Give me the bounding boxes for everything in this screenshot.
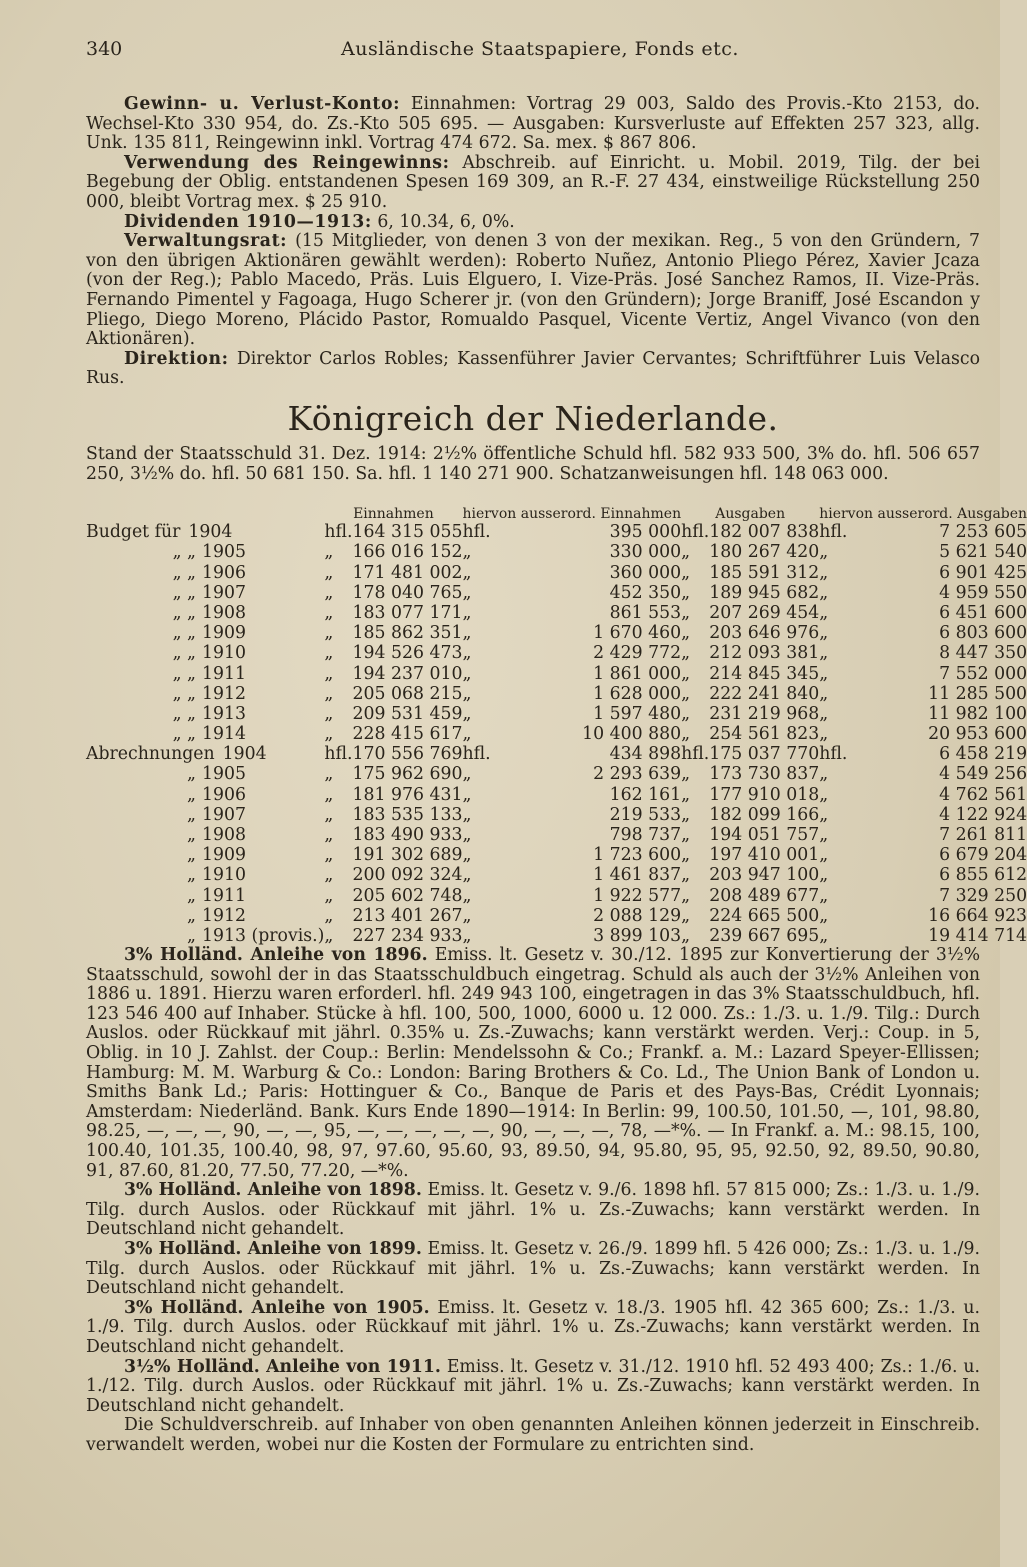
cell-ausserord-ausgaben: 7 329 250: [939, 885, 1027, 906]
currency-einnahmen: „: [324, 562, 334, 583]
currency-ausserord-einnahmen: „: [462, 542, 472, 563]
row-label: [86, 805, 324, 825]
row-label: [86, 785, 324, 805]
cell-ausserord-ausgaben: 8 447 350: [939, 643, 1027, 664]
cell-einnahmen: 178 040 765: [352, 582, 463, 603]
paragraph-board: [86, 232, 980, 350]
cell-ausgaben: 175 037 770: [709, 744, 820, 765]
cell-einnahmen: 183 077 171: [352, 602, 463, 623]
cell-ausgaben: 180 267 420: [709, 542, 820, 563]
currency-ausserord-ausgaben: „: [819, 623, 829, 644]
loan-paragraph: [86, 946, 980, 1181]
currency-ausserord-ausgaben: „: [819, 925, 829, 946]
row-label: [86, 744, 324, 764]
paragraph-profit-use: [86, 154, 980, 213]
currency-ausserord-einnahmen: hfl.: [462, 744, 491, 765]
row-year: 1907: [202, 804, 246, 825]
cell-ausserord-einnahmen: 1 628 000: [593, 683, 682, 704]
cell-ausserord-einnahmen: 10 400 880: [582, 724, 682, 745]
cell-ausserord-einnahmen: 1 670 460: [593, 623, 682, 644]
cell-ausserord-einnahmen: 434 898: [609, 744, 682, 765]
label-profit-loss: Gewinn- u. Verlust-Konto:: [124, 94, 401, 114]
currency-ausserord-ausgaben: „: [819, 825, 829, 845]
currency-ausserord-einnahmen: „: [462, 582, 472, 603]
currency-ausserord-einnahmen: „: [462, 764, 472, 785]
row-kind: „: [187, 905, 196, 926]
currency-einnahmen: „: [324, 885, 334, 906]
cell-einnahmen: 164 315 055: [352, 522, 463, 543]
currency-ausserord-ausgaben: „: [819, 845, 829, 866]
cell-ausgaben: 212 093 381: [709, 643, 820, 664]
row-label: [86, 522, 324, 542]
row-kind: „: [187, 925, 196, 946]
cell-einnahmen: 200 092 324: [352, 865, 463, 886]
cell-ausserord-ausgaben: 4 762 561: [939, 784, 1027, 805]
paragraph-closing: Die Schuldverschreib. auf Inhaber von oben genannten Anleihen können jederzeit in Einschreib. verwandelt werden, wobei nur die Kosten der Formulare zu entrichten sind.: [86, 1415, 980, 1455]
table-row: [86, 724, 1027, 744]
cell-ausserord-ausgaben: 7 261 811: [939, 825, 1027, 845]
row-year: 1913 (provis.): [202, 925, 325, 946]
cell-einnahmen: 170 556 769: [352, 744, 463, 765]
loan-text: Emiss. lt. Gesetz v. 26./9. 1899 hfl. 5 426 000; Zs.: 1./3. u. 1./9. Tilg. durch Auslos. oder Rückkauf mit jährl. 1% u. Zs.-Zuwachs; kann verstärkt werden. In Deutschland nicht gehandelt.: [86, 1238, 980, 1299]
loan-text: Emiss. lt. Gesetz v. 31./12. 1910 hfl. 52 493 400; Zs.: 1./6. u. 1./12. Tilg. durch Auslos. oder Rückkauf mit jährl. 1% u. Zs.-Zuwachs; kann verstärkt werden. In Deutschland nicht gehandelt.: [86, 1356, 980, 1416]
table-row: [86, 785, 1027, 805]
cell-einnahmen: 205 602 748: [352, 885, 463, 906]
row-label: [86, 845, 324, 865]
table-row: [86, 744, 1027, 764]
cell-ausserord-ausgaben: 6 458 219: [939, 744, 1027, 765]
cell-ausserord-ausgaben: 11 285 500: [928, 683, 1027, 704]
currency-ausserord-einnahmen: „: [462, 724, 472, 745]
cell-ausserord-ausgaben: 5 621 540: [939, 542, 1027, 563]
cell-ausserord-einnahmen: 395 000: [609, 522, 682, 543]
cell-ausserord-einnahmen: 452 350: [609, 582, 682, 603]
currency-ausgaben: „: [681, 865, 691, 886]
row-label: [86, 704, 324, 724]
table-row: [86, 583, 1027, 603]
row-label: [86, 562, 324, 582]
cell-ausgaben: 214 845 345: [709, 663, 820, 684]
row-kind: „ „: [172, 643, 196, 664]
row-kind: „ „: [172, 703, 196, 724]
table-row: [86, 926, 1027, 946]
currency-einnahmen: hfl.: [324, 522, 353, 543]
cell-einnahmen: 185 862 351: [352, 623, 463, 644]
row-label: [86, 684, 324, 704]
currency-ausserord-ausgaben: „: [819, 703, 829, 724]
currency-ausgaben: „: [681, 784, 691, 805]
cell-ausserord-einnahmen: 3 899 103: [593, 925, 682, 946]
row-year: 1912: [202, 905, 246, 926]
row-year: 1911: [202, 885, 246, 906]
header-ausserord-einnahmen: hiervon ausserord. Einnahmen: [462, 506, 682, 523]
currency-ausserord-einnahmen: „: [462, 905, 472, 926]
currency-ausserord-einnahmen: „: [462, 663, 472, 684]
cell-ausgaben: 224 665 500: [709, 905, 820, 926]
row-kind: „: [187, 845, 196, 866]
table-row: [86, 825, 1027, 845]
cell-einnahmen: 228 415 617: [352, 724, 463, 745]
cell-ausserord-ausgaben: 6 803 600: [939, 623, 1027, 644]
currency-ausgaben: hfl.: [681, 522, 710, 543]
row-label: [86, 906, 324, 926]
cell-einnahmen: 183 535 133: [352, 804, 463, 825]
table-row: [86, 562, 1027, 582]
currency-ausserord-ausgaben: hfl.: [819, 522, 848, 543]
cell-ausserord-ausgaben: 6 901 425: [939, 562, 1027, 583]
row-year: 1913: [202, 703, 246, 724]
currency-einnahmen: „: [324, 905, 334, 926]
row-kind: „ „: [172, 724, 196, 745]
currency-ausgaben: „: [681, 825, 691, 845]
row-year: 1907: [202, 582, 246, 603]
table-row: [86, 643, 1027, 663]
row-kind: „: [187, 825, 196, 845]
section-title: Königreich der Niederlande.: [287, 398, 779, 438]
row-year: 1912: [202, 683, 246, 704]
budget-table: [86, 488, 1027, 946]
currency-einnahmen: „: [324, 623, 334, 644]
cell-ausserord-einnahmen: 360 000: [609, 562, 682, 583]
currency-ausgaben: „: [681, 885, 691, 906]
cell-einnahmen: 175 962 690: [352, 764, 463, 785]
page-number: 340: [86, 38, 123, 60]
loan-text: Emiss. lt. Gesetz v. 18./3. 1905 hfl. 42 365 600; Zs.: 1./3. u. 1./9. Tilg. durch Auslos. oder Rückkauf mit jährl. 1% u. Zs.-Zuwachs; kann verstärkt werden. In Deutschland nicht gehandelt.: [86, 1297, 980, 1357]
row-kind: „: [187, 764, 196, 785]
paragraph-dividends: [86, 213, 980, 233]
row-year: 1910: [202, 865, 246, 886]
text-profit-use: Abschreib. auf Einricht. u. Mobil. 2019, Tilg. der bei Begebung der Oblig. entstandenen Spesen 169 309, an R.-F. 27 434, einstweilige Rückstellung 250 000, bleibt Vortrag mex. $ 25 910.: [86, 152, 981, 212]
cell-ausgaben: 185 591 312: [709, 562, 820, 583]
cell-ausserord-ausgaben: 4 122 924: [939, 804, 1027, 825]
currency-ausgaben: „: [681, 602, 691, 623]
loan-title: 3% Holländ. Anleihe von 1899.: [124, 1238, 422, 1259]
cell-ausserord-ausgaben: 4 959 550: [939, 582, 1027, 603]
cell-ausserord-einnahmen: 798 737: [609, 825, 682, 845]
row-year: 1906: [202, 784, 246, 805]
loan-title: 3½% Holländ. Anleihe von 1911.: [124, 1356, 441, 1377]
row-label: [86, 603, 324, 623]
cell-ausserord-ausgaben: 6 679 204: [939, 845, 1027, 866]
row-label: [86, 643, 324, 663]
currency-einnahmen: „: [324, 542, 334, 563]
row-year: 1904: [188, 522, 233, 543]
currency-einnahmen: „: [324, 804, 334, 825]
currency-ausserord-ausgaben: „: [819, 724, 829, 745]
cell-ausserord-ausgaben: 6 855 612: [939, 865, 1027, 886]
cell-einnahmen: 194 237 010: [352, 663, 463, 684]
currency-einnahmen: „: [324, 602, 334, 623]
row-kind: „: [187, 804, 196, 825]
text-dividends: 6, 10.34, 6, 0%.: [377, 211, 515, 232]
row-kind: „ „: [172, 602, 196, 623]
cell-einnahmen: 194 526 473: [352, 643, 463, 664]
loans-section: [86, 946, 980, 1416]
cell-ausgaben: 203 646 976: [709, 623, 820, 644]
currency-ausserord-ausgaben: „: [819, 542, 829, 563]
currency-ausserord-einnahmen: „: [462, 865, 472, 886]
currency-ausgaben: „: [681, 683, 691, 704]
cell-ausgaben: 189 945 682: [709, 582, 820, 603]
currency-ausserord-ausgaben: „: [819, 804, 829, 825]
cell-ausserord-ausgaben: 6 451 600: [939, 602, 1027, 623]
currency-einnahmen: „: [324, 643, 334, 664]
cell-ausserord-ausgaben: 7 253 605: [939, 522, 1027, 543]
cell-ausgaben: 254 561 823: [709, 724, 820, 745]
currency-ausserord-einnahmen: „: [462, 683, 472, 704]
row-label: [86, 825, 324, 845]
currency-ausserord-ausgaben: „: [819, 885, 829, 906]
cell-ausserord-einnahmen: 162 161: [609, 784, 682, 805]
currency-ausserord-einnahmen: „: [462, 925, 472, 946]
row-kind: „: [187, 885, 196, 906]
row-kind: „ „: [172, 663, 196, 684]
currency-einnahmen: „: [324, 784, 334, 805]
currency-ausserord-einnahmen: „: [462, 703, 472, 724]
currency-einnahmen: „: [324, 845, 334, 866]
currency-einnahmen: „: [324, 724, 334, 745]
text-profit-loss: Einnahmen: Vortrag 29 003, Saldo des Provis.-Kto 2153, do. Wechsel-Kto 330 954, do. Zs.-Kto 505 695. — Ausgaben: Kursverluste auf Effekten 257 323, allg. Unk. 135 811, Reingewinn inkl. Vortrag 474 672. Sa. mex. $ 867 806.: [86, 94, 980, 154]
row-label: [86, 663, 324, 683]
loan-paragraph: [86, 1299, 980, 1358]
currency-ausgaben: „: [681, 905, 691, 926]
loan-paragraph: [86, 1358, 980, 1417]
cell-ausserord-einnahmen: 1 597 480: [593, 703, 682, 724]
row-year: 1911: [202, 663, 246, 684]
row-label: [86, 926, 324, 946]
row-label: [86, 764, 324, 784]
currency-ausserord-ausgaben: „: [819, 643, 829, 664]
table-row: [86, 663, 1027, 683]
currency-ausserord-ausgaben: „: [819, 683, 829, 704]
cell-ausserord-einnahmen: 1 922 577: [593, 885, 682, 906]
cell-ausserord-einnahmen: 1 861 000: [593, 663, 682, 684]
cell-ausgaben: 173 730 837: [709, 764, 820, 785]
currency-ausserord-einnahmen: „: [462, 825, 472, 845]
currency-ausserord-einnahmen: „: [462, 562, 472, 583]
currency-ausgaben: „: [681, 643, 691, 664]
currency-ausgaben: „: [681, 925, 691, 946]
currency-einnahmen: „: [324, 703, 334, 724]
currency-einnahmen: „: [324, 663, 334, 684]
table-row: [86, 542, 1027, 562]
cell-ausserord-ausgaben: 20 953 600: [928, 724, 1027, 745]
currency-einnahmen: hfl.: [324, 744, 353, 765]
budget-table-header: [86, 488, 1027, 522]
cell-ausserord-einnahmen: 2 429 772: [593, 643, 682, 664]
table-row: [86, 603, 1027, 623]
currency-ausserord-ausgaben: hfl.: [819, 744, 848, 765]
row-kind: „ „: [172, 623, 196, 644]
currency-ausserord-ausgaben: „: [819, 905, 829, 926]
cell-ausserord-ausgaben: 16 664 923: [928, 905, 1027, 926]
row-kind: „ „: [172, 542, 196, 563]
row-kind: „ „: [172, 683, 196, 704]
table-row: [86, 684, 1027, 704]
row-year: 1914: [202, 724, 246, 745]
table-row: [86, 906, 1027, 926]
currency-ausserord-ausgaben: „: [819, 582, 829, 603]
currency-ausgaben: „: [681, 582, 691, 603]
row-year: 1904: [222, 744, 267, 765]
row-year: 1906: [202, 562, 246, 583]
table-row: [86, 522, 1027, 542]
currency-ausserord-ausgaben: „: [819, 865, 829, 886]
cell-einnahmen: 213 401 267: [352, 905, 463, 926]
loan-text: Emiss. lt. Gesetz v. 9./6. 1898 hfl. 57 815 000; Zs.: 1./3. u. 1./9. Tilg. durch Auslos. oder Rückkauf mit jährl. 1% u. Zs.-Zuwachs; kann verstärkt werden. In Deutschland nicht gehandelt.: [86, 1180, 980, 1240]
currency-einnahmen: „: [324, 825, 334, 845]
loan-text: Emiss. lt. Gesetz v. 30./12. 1895 zur Konvertierung der 3½% Staatsschuld, sowohl der in das Staatsschuldbuch eingetrag. Schuld als auch der 3½% Anleihen von 1886 u. 1891. Hierzu waren erforderl. hfl. 249 943 100, eingetragen in das 3% Staatsschuldbuch, hfl. 123 546 400 auf Inhaber. Stücke à hfl. 100, 500, 1000, 6000 u. 12 000. Zs.: 1./3. u. 1./9. Tilg.: Durch Auslos. oder Rückkauf mit jährl. 0.35% u. Zs.-Zuwachs; kann verstärkt werden. Verj.: Coup. in 5, Oblig. in 10 J. Zahlst. der Coup.: Berlin: Mendelssohn & Co.; Frankf. a. M.: Lazard Speyer-Ellissen; Hamburg: M. M. Warburg & Co.: London: Baring Brothers & Co. Ld., The Union Bank of London u. Smiths Bank Ld.; Paris: Hottinguer & Co., Banque de Paris et des Pays-Bas, Crédit Lyonnais; Amsterdam: Niederländ. Bank. Kurs Ende 1890—1914: In Berlin: 99, 100.50, 101.50, —, 101, 98.80, 98.25, —, —, —, 90, —, —, 95, —, —, —, —, —, 90, —, —, —, 78, —*%. — In Frankf. a. M.: 98.15, 100, 100.40, 101.35, 100.40, 98, 97, 97.60, 95.60, 93, 89.50, 94, 95.80, 95, 95, 92.50, 92, 89.50, 90.80, 91, 87.60, 81.20, 77.50, 77.20, —*%.: [86, 945, 980, 1181]
loan-title: 3% Holländ. Anleihe von 1898.: [124, 1180, 422, 1201]
currency-ausserord-einnahmen: hfl.: [462, 522, 491, 543]
cell-ausserord-einnahmen: 2 293 639: [593, 764, 682, 785]
currency-ausserord-einnahmen: „: [462, 643, 472, 664]
table-row: [86, 623, 1027, 643]
row-label: [86, 885, 324, 905]
currency-einnahmen: „: [324, 764, 334, 785]
currency-einnahmen: „: [324, 582, 334, 603]
cell-einnahmen: 191 302 689: [352, 845, 463, 866]
cell-ausserord-einnahmen: 861 553: [609, 602, 682, 623]
currency-einnahmen: „: [324, 683, 334, 704]
table-row: [86, 764, 1027, 784]
header-einnahmen: Einnahmen: [353, 506, 434, 523]
cell-ausserord-ausgaben: 19 414 714: [928, 925, 1027, 946]
text-board: (15 Mitglieder, von denen 3 von der mexikan. Reg., 5 von den Gründern, 7 von den übrigen Aktionären gewählt werden): Roberto Nuñez, Antonio Pliego Pérez, Xavier Jcaza (von der Reg.); Pablo Macedo, Präs. Luis Elguero, I. Vize-Präs. José Sanchez Ramos, II. Vize-Präs. Fernando Pimentel y Fagoaga, Hugo Scherer jr. (von den Gründern); Jorge Braniff, José Escandon y Pliego, Diego Moreno, Plácido Pastor, Romualdo Pasquel, Vicente Vertiz, Angel Vivanco (von den Aktionären).: [86, 231, 980, 350]
row-year: 1908: [202, 602, 246, 623]
cell-ausserord-einnahmen: 219 533: [609, 804, 682, 825]
cell-einnahmen: 166 016 152: [352, 542, 463, 563]
row-kind: „: [187, 865, 196, 886]
currency-ausserord-ausgaben: „: [819, 562, 829, 583]
currency-ausgaben: „: [681, 663, 691, 684]
cell-ausgaben: 208 489 677: [709, 885, 820, 906]
row-kind: „: [187, 784, 196, 805]
currency-ausserord-einnahmen: „: [462, 623, 472, 644]
currency-ausgaben: „: [681, 845, 691, 866]
running-head: [86, 38, 980, 80]
currency-ausgaben: „: [681, 703, 691, 724]
cell-ausserord-ausgaben: 7 552 000: [939, 663, 1027, 684]
currency-ausserord-einnahmen: „: [462, 784, 472, 805]
cell-ausgaben: 203 947 100: [709, 865, 820, 886]
currency-ausgaben: hfl.: [681, 744, 710, 765]
cell-ausgaben: 197 410 001: [709, 845, 820, 866]
currency-ausserord-einnahmen: „: [462, 602, 472, 623]
loan-title: 3% Holländ. Anleihe von 1905.: [124, 1297, 430, 1318]
row-label: [86, 724, 324, 744]
row-year: 1909: [202, 845, 246, 866]
cell-ausgaben: 182 099 166: [709, 804, 820, 825]
cell-ausserord-ausgaben: 11 982 100: [928, 703, 1027, 724]
table-row: [86, 805, 1027, 825]
paragraph-debt-status: Stand der Staatsschuld 31. Dez. 1914: 2½% öffentliche Schuld hfl. 582 933 500, 3% do. hfl. 506 657 250, 3½% do. hfl. 50 681 150. Sa. hfl. 1 140 271 900. Schatzanweisungen hfl. 148 063 000.: [86, 443, 980, 484]
cell-ausserord-ausgaben: 4 549 256: [939, 764, 1027, 785]
currency-einnahmen: „: [324, 925, 334, 946]
table-row: [86, 885, 1027, 905]
loan-paragraph: [86, 1240, 980, 1299]
row-year: 1908: [202, 825, 246, 845]
currency-ausgaben: „: [681, 542, 691, 563]
label-dividends: Dividenden 1910—1913:: [124, 211, 372, 232]
label-management: Direktion:: [124, 348, 229, 369]
row-year: 1905: [202, 542, 246, 563]
table-row: [86, 845, 1027, 865]
row-kind: Abrechnungen: [86, 744, 215, 765]
currency-ausgaben: „: [681, 804, 691, 825]
table-row: [86, 865, 1027, 885]
currency-ausgaben: „: [681, 724, 691, 745]
header-ausserord-ausgaben: hiervon ausserord. Ausgaben: [819, 506, 1027, 523]
currency-ausgaben: „: [681, 764, 691, 785]
row-label: [86, 542, 324, 562]
cell-einnahmen: 181 976 431: [352, 784, 463, 805]
cell-ausgaben: 207 269 454: [709, 602, 820, 623]
row-year: 1909: [202, 623, 246, 644]
paragraph-profit-loss: [86, 95, 980, 154]
cell-einnahmen: 183 490 933: [352, 825, 463, 845]
currency-ausserord-einnahmen: „: [462, 804, 472, 825]
label-board: Verwaltungsrat:: [124, 231, 288, 252]
loan-title: 3% Holländ. Anleihe von 1896.: [124, 945, 428, 966]
paragraph-management: [86, 350, 980, 389]
cell-ausgaben: 182 007 838: [709, 522, 820, 543]
cell-ausserord-einnahmen: 2 088 129: [593, 905, 682, 926]
cell-ausgaben: 177 910 018: [709, 784, 820, 805]
row-label: [86, 583, 324, 603]
loan-paragraph: [86, 1181, 980, 1240]
cell-einnahmen: 227 234 933: [352, 925, 463, 946]
row-kind: „ „: [172, 562, 196, 583]
cell-einnahmen: 205 068 215: [352, 683, 463, 704]
cell-ausserord-einnahmen: 1 461 837: [593, 865, 682, 886]
currency-ausgaben: „: [681, 623, 691, 644]
currency-ausserord-ausgaben: „: [819, 602, 829, 623]
currency-ausserord-ausgaben: „: [819, 784, 829, 805]
currency-ausgaben: „: [681, 562, 691, 583]
running-title: Ausländische Staatspapiere, Fonds etc.: [341, 38, 739, 60]
cell-ausgaben: 239 667 695: [709, 925, 820, 946]
cell-einnahmen: 209 531 459: [352, 703, 463, 724]
header-ausgaben: Ausgaben: [715, 506, 786, 523]
row-label: [86, 865, 324, 885]
row-year: 1910: [202, 643, 246, 664]
cell-ausgaben: 231 219 968: [709, 703, 820, 724]
row-kind: Budget für: [86, 522, 181, 543]
row-kind: „ „: [172, 582, 196, 603]
budget-table-body: [86, 522, 1027, 946]
row-year: 1905: [202, 764, 246, 785]
cell-ausserord-einnahmen: 1 723 600: [593, 845, 682, 866]
currency-ausserord-einnahmen: „: [462, 885, 472, 906]
cell-ausgaben: 222 241 840: [709, 683, 820, 704]
text-management: Direktor Carlos Robles; Kassenführer Javier Cervantes; Schriftführer Luis Velasco Rus.: [86, 348, 980, 389]
currency-ausserord-ausgaben: „: [819, 663, 829, 684]
cell-ausserord-einnahmen: 330 000: [609, 542, 682, 563]
table-row: [86, 704, 1027, 724]
currency-einnahmen: „: [324, 865, 334, 886]
cell-einnahmen: 171 481 002: [352, 562, 463, 583]
row-label: [86, 623, 324, 643]
currency-ausserord-einnahmen: „: [462, 845, 472, 866]
label-profit-use: Verwendung des Reingewinns:: [124, 152, 450, 173]
currency-ausserord-ausgaben: „: [819, 764, 829, 785]
cell-ausgaben: 194 051 757: [709, 825, 820, 845]
